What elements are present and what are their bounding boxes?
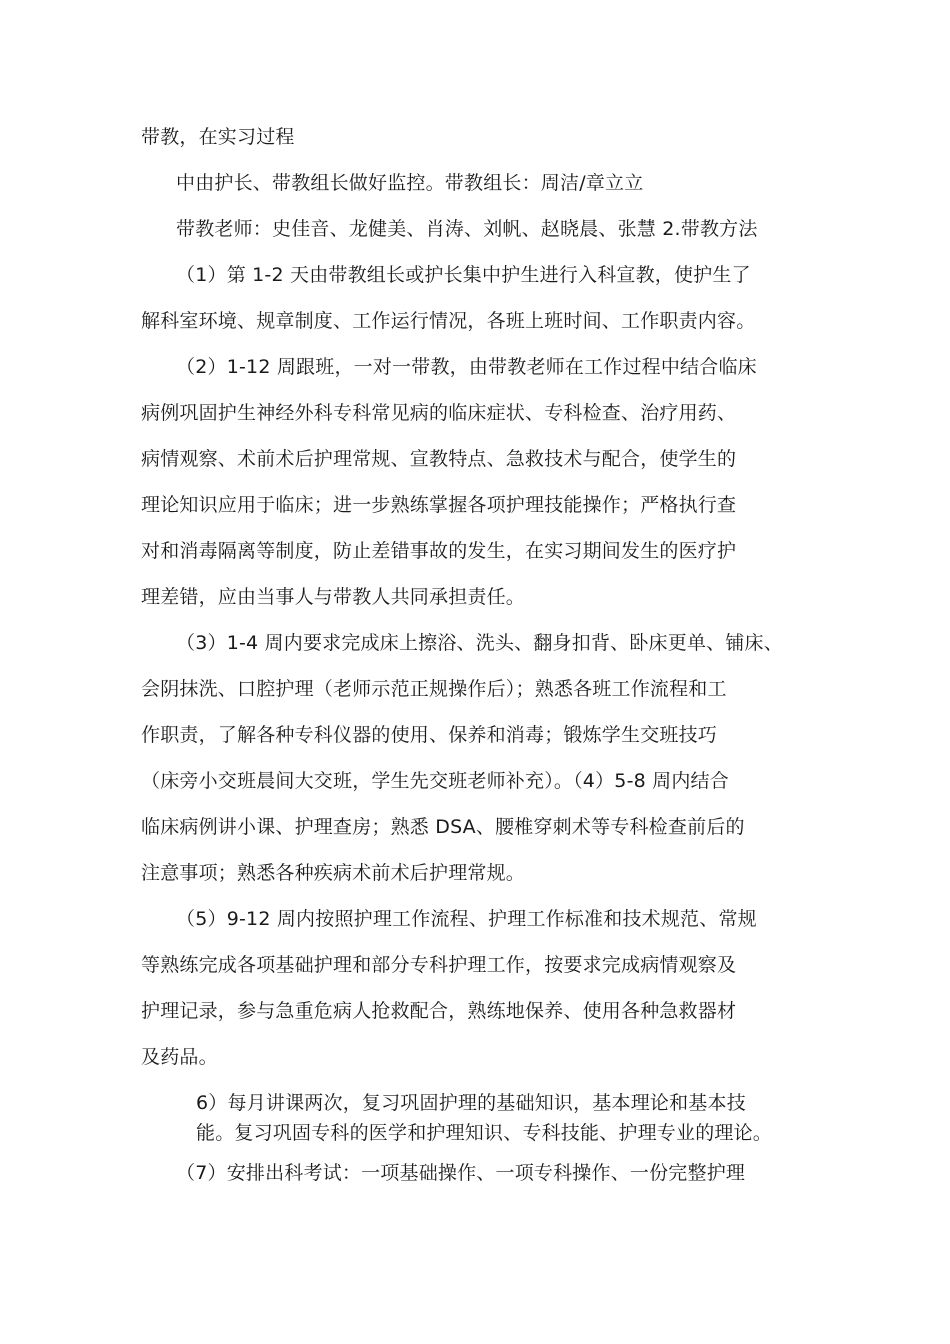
text-line: 解科室环境、规章制度、工作运行情况，各班上班时间、工作职责内容。 (141, 310, 756, 332)
text-line: 及药品。 (141, 1046, 218, 1068)
text-line: 会阴抹洗、口腔护理（老师示范正规操作后）；熟悉各班工作流程和工 (141, 678, 727, 700)
text-line: 病情观察、术前术后护理常规、宣教特点、急救技术与配合，使学生的 (141, 448, 737, 470)
text-line: 作职责，了解各种专科仪器的使用、保养和消毒；锻炼学生交班技巧 (141, 724, 718, 746)
text-line: （5）9-12 周内按照护理工作流程、护理工作标准和技术规范、常规 (176, 908, 757, 930)
text-line: （床旁小交班晨间大交班，学生先交班老师补充）。（4）5-8 周内结合 (141, 770, 729, 792)
text-line: 护理记录，参与急重危病人抢救配合，熟练地保养、使用各种急救器材 (141, 1000, 737, 1022)
text-line: 带教，在实习过程 (141, 126, 295, 148)
text-line: 6）每月讲课两次，复习巩固护理的基础知识，基本理论和基本技 (196, 1092, 746, 1114)
text-line: （1）第 1-2 天由带教组长或护长集中护生进行入科宣教，使护生了 (176, 264, 751, 286)
text-line: 对和消毒隔离等制度，防止差错事故的发生，在实习期间发生的医疗护 (141, 540, 737, 562)
text-line: （3）1-4 周内要求完成床上擦浴、洗头、翻身扣背、卧床更单、铺床、 (176, 632, 783, 654)
text-line: 带教老师：史佳音、龙健美、肖涛、刘帆、赵晓晨、张慧 2.带教方法 (176, 218, 758, 240)
text-line: 等熟练完成各项基础护理和部分专科护理工作，按要求完成病情观察及 (141, 954, 737, 976)
text-line: （7）安排出科考试：一项基础操作、一项专科操作、一份完整护理 (176, 1162, 746, 1184)
text-line: 临床病例讲小课、护理查房；熟悉 DSA、腰椎穿刺术等专科检查前后的 (141, 816, 745, 838)
text-line: 理差错，应由当事人与带教人共同承担责任。 (141, 586, 526, 608)
text-line: 中由护长、带教组长做好监控。带教组长：周洁/章立立 (176, 172, 644, 194)
text-line: 理论知识应用于临床；进一步熟练掌握各项护理技能操作；严格执行查 (141, 494, 737, 516)
text-line: 能。复习巩固专科的医学和护理知识、专科技能、护理专业的理论。 (196, 1122, 773, 1144)
text-line: 病例巩固护生神经外科专科常见病的临床症状、专科检查、治疗用药、 (141, 402, 737, 424)
text-line: 注意事项；熟悉各种疾病术前术后护理常规。 (141, 862, 526, 884)
text-line: （2）1-12 周跟班，一对一带教，由带教老师在工作过程中结合临床 (176, 356, 757, 378)
